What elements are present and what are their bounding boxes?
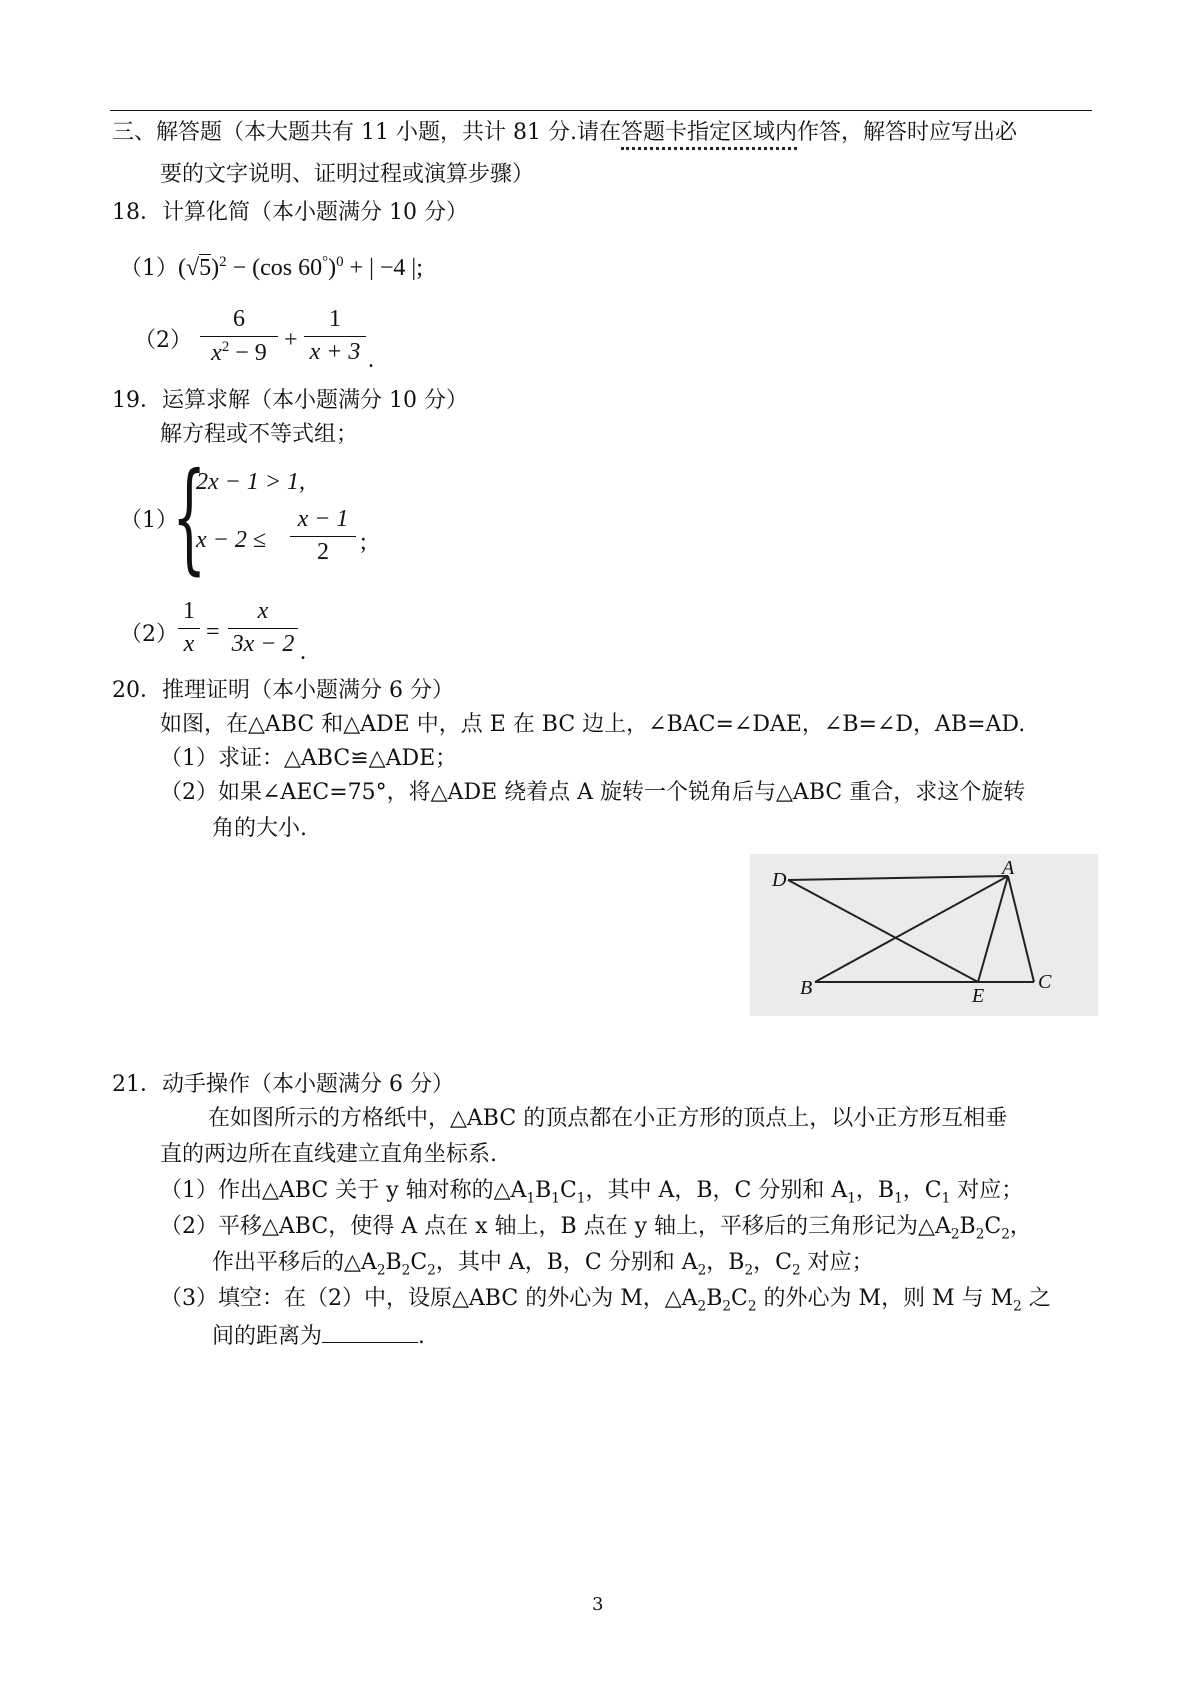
q19-part1-line2-left: x − 2 ≤ [196, 527, 267, 553]
q18-part1 [120, 254, 423, 283]
q21-part2-line1: （2）平移△ABC，使得 A 点在 x 轴上，B 点在 y 轴上，平移后的三角形记为$\triangle A_2B_2C_2$， [160, 1214, 1032, 1243]
q21-stem-line2: 直的两边所在直线建立直角坐标系. [160, 1142, 497, 1167]
q18-part1-exponent-2: 2 [219, 254, 227, 270]
fraction-numerator: 1 [183, 598, 195, 624]
q21-stem-line1: 在如图所示的方格纸中，△ABC 的顶点都在小正方形的顶点上，以小正方形互相垂 [208, 1106, 1008, 1131]
q18-part2-fraction-2 [304, 306, 366, 366]
q18-part1-sqrt-arg: 5 [199, 255, 212, 281]
q18-part1-close-paren-2: ) [328, 255, 337, 281]
q18-part1-label: （1） [120, 256, 178, 281]
q21-part3-line2: 间的距离为 . [212, 1324, 426, 1349]
section-header-line2: 要的文字说明、证明过程或演算步骤） [160, 162, 535, 187]
point-label-D: D [772, 869, 787, 891]
left-brace-icon: { [172, 448, 207, 587]
q18-part2-fraction-1 [200, 306, 278, 367]
q19-part2-equals: = [206, 619, 220, 645]
q19-part2-left-fraction [178, 598, 200, 658]
q19-part1-fraction [290, 506, 356, 566]
fraction-bar [178, 628, 200, 629]
section-header-text-b: 作答，解答时应写出必 [796, 120, 1017, 145]
q18-part1-close-paren: ) [211, 255, 220, 281]
q19-part1-line1: 2x − 1 > 1, [196, 469, 306, 495]
sqrt-symbol: √ [186, 255, 200, 281]
fraction-denominator: x + 3 [309, 339, 361, 365]
q18-part1-open-paren: ( [178, 255, 186, 281]
q19-part1-semicolon: ; [360, 529, 367, 555]
q18-part2-label: （2） [134, 328, 192, 353]
section-header-line1 [112, 120, 1017, 146]
point-label-B: B [800, 977, 813, 999]
section-header-text-a: 三、解答题（本大题共有 11 小题，共计 81 分.请在 [112, 120, 621, 145]
section-header-emphasis: 答题卡指定区域内 [621, 120, 797, 150]
q19-part2-right-fraction [228, 598, 298, 658]
q18-part1-cos: − (cos 60 [226, 255, 323, 281]
q21-title: 21．动手操作（本小题满分 6 分） [112, 1072, 454, 1097]
q19-part2-period: . [300, 639, 306, 665]
q21-part1: （1）作出△ABC 关于 y 轴对称的$\triangle A_1B_1C_1$，其中 A，B，C 分别和 $A_1$，$B_1$，$C_1$ 对应； [160, 1178, 1024, 1207]
q20-part1: （1）求证：△ABC≌△ADE； [160, 746, 458, 771]
q18-part2-period: . [368, 347, 374, 373]
q18-part2-plus: + [284, 327, 298, 353]
fraction-bar [304, 336, 366, 337]
answer-blank[interactable] [322, 1322, 418, 1343]
q18-part1-abs: + | −4 |; [343, 255, 423, 281]
q21-part3-line1: （3）填空：在（2）中，设原△ABC 的外心为 M，$\triangle A_2B_2C_2$ 的外心为 M，则 M 与 $M_2$ 之 [160, 1286, 1051, 1315]
q20-part2-line1: （2）如果∠AEC=75°，将△ADE 绕着点 A 旋转一个锐角后与△ABC 重合，求这个旋转 [160, 780, 1026, 805]
fraction-bar [200, 336, 278, 337]
point-label-C: C [1038, 971, 1052, 993]
fraction-numerator: x [257, 598, 269, 624]
q19-part1-label: （1） [120, 508, 178, 533]
q19-part2-label: （2） [120, 622, 178, 647]
q18-part1-degree: ° [322, 254, 329, 270]
q18-title: 18．计算化简（本小题满分 10 分） [112, 200, 468, 225]
fraction-numerator: 1 [329, 306, 341, 332]
fraction-numerator: x − 1 [297, 506, 349, 532]
q19-title: 19．运算求解（本小题满分 10 分） [112, 388, 468, 413]
q20-part2-line2: 角的大小. [212, 816, 307, 841]
top-rule [110, 110, 1092, 111]
page-number: 3 [592, 1594, 604, 1615]
fraction-bar [228, 628, 298, 629]
fraction-denominator: x [183, 631, 195, 657]
q20-stem: 如图，在△ABC 和△ADE 中，点 E 在 BC 边上，∠BAC=∠DAE，∠B=∠D，AB=AD. [160, 712, 1026, 737]
q20-title: 20．推理证明（本小题满分 6 分） [112, 678, 454, 703]
fraction-denominator: $x^2 - 9$ [211, 339, 267, 366]
q20-figure [750, 854, 1098, 1016]
fraction-numerator: 6 [233, 306, 245, 332]
fraction-denominator: 2 [317, 539, 329, 565]
point-label-E: E [972, 985, 985, 1007]
q18-part1-exponent-0: 0 [336, 254, 344, 270]
fraction-bar [290, 536, 356, 537]
fraction-denominator: 3x − 2 [231, 631, 295, 657]
q19-intro: 解方程或不等式组； [160, 422, 359, 447]
point-label-A: A [1002, 857, 1015, 879]
q21-part2-line2: 作出平移后的$\triangle A_2B_2C_2$，其中 A，B，C 分别和 $A_2$，$B_2$，$C_2$ 对应； [212, 1250, 874, 1279]
